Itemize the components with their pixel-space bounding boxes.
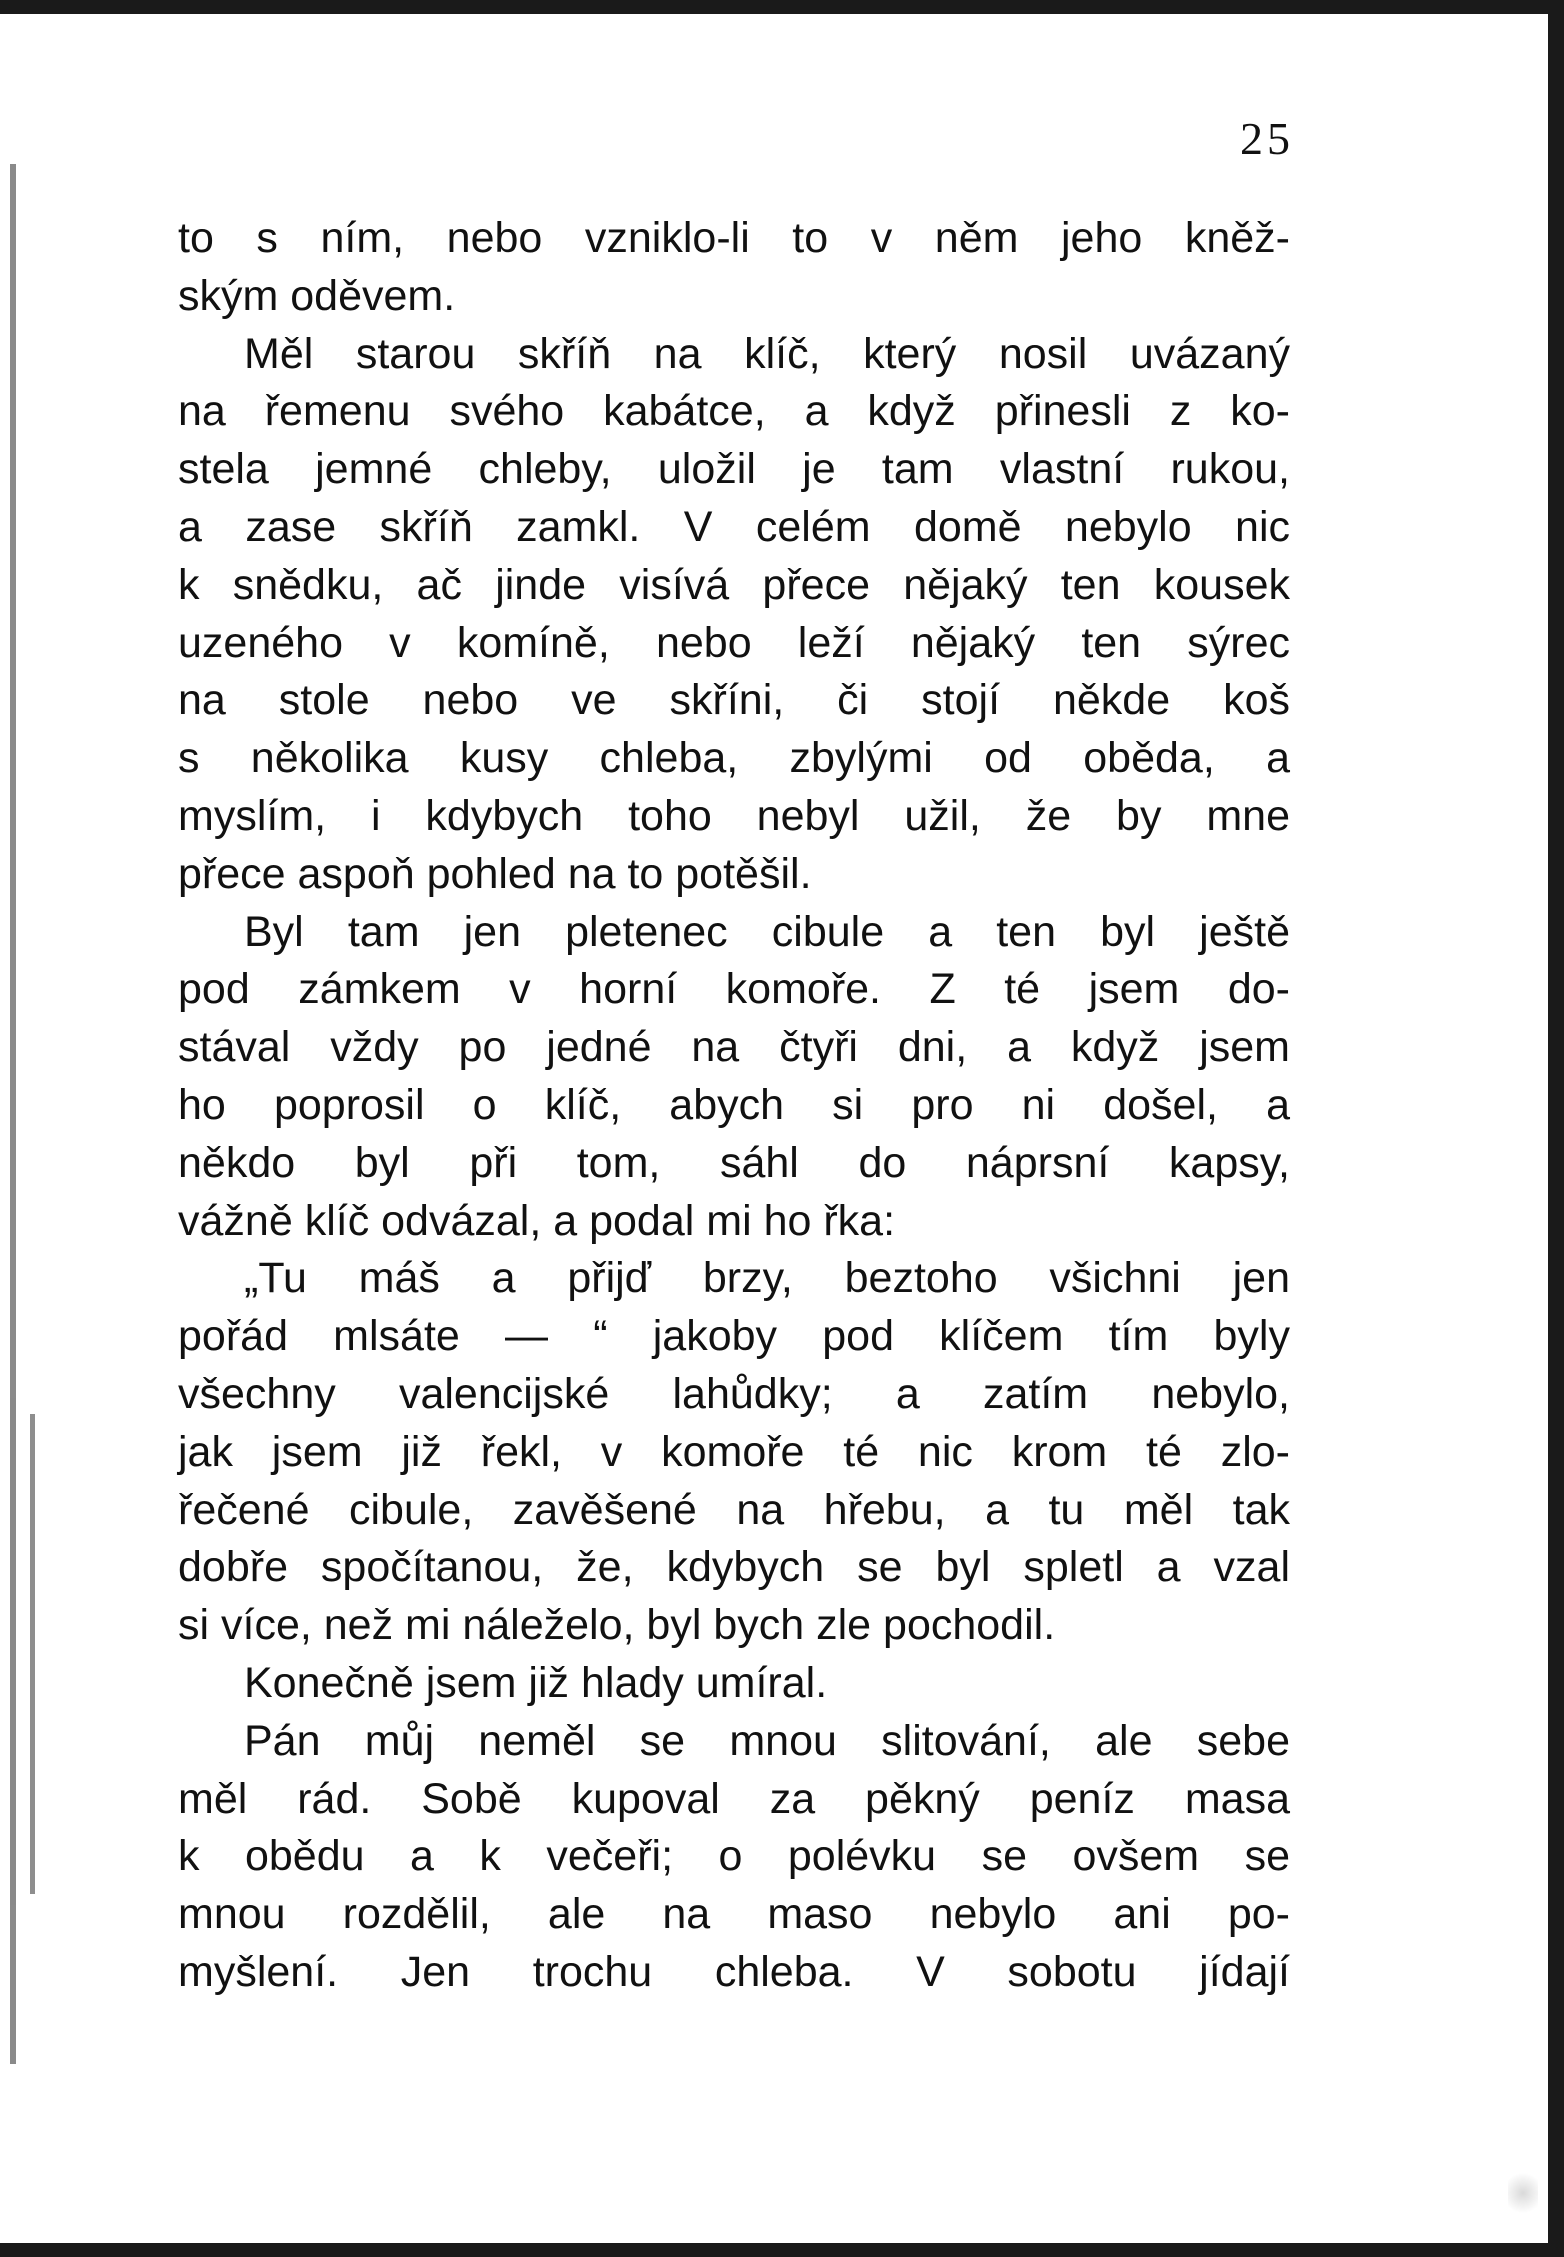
text-line: mnou rozdělil, ale na maso nebylo ani po- — [178, 1890, 1290, 1939]
text-line: myšlení. Jen trochu chleba. V sobotu jídají — [178, 1947, 1290, 1996]
text-line: uzeného v komíně, nebo leží nějaký ten sýrec — [178, 618, 1290, 667]
text-line: měl rád. Sobě kupoval za pěkný peníz masa — [178, 1774, 1290, 1823]
text-line: všechny valencijské lahůdky; a zatím nebylo, — [178, 1369, 1290, 1418]
text-line: stával vždy po jedné na čtyři dni, a když jsem — [178, 1023, 1290, 1072]
text-line: vážně klíč odvázal, a podal mi ho řka: — [178, 1196, 896, 1245]
text-line: ho poprosil o klíč, abych si pro ni došel, a — [178, 1080, 1290, 1129]
text-line: pořád mlsáte — “ jakoby pod klíčem tím byly — [178, 1312, 1290, 1361]
text-line: a zase skříň zamkl. V celém domě nebylo nic — [178, 502, 1290, 551]
facing-page-bleed — [10, 164, 38, 2064]
text-line: jak jsem již řekl, v komoře té nic krom té zlo- — [178, 1427, 1290, 1476]
text-line: na řemenu svého kabátce, a když přinesli z ko- — [178, 387, 1290, 436]
text-line: myslím, i kdybych toho nebyl užil, že by mne — [178, 791, 1290, 840]
text-line: přece aspoň pohled na to potěšil. — [178, 849, 812, 898]
page-number: 25 — [1240, 113, 1294, 164]
paragraph-start-line: Byl tam jen pletenec cibule a ten byl ještě — [244, 907, 1290, 956]
text-line: někdo byl při tom, sáhl do náprsní kapsy, — [178, 1138, 1290, 1187]
text-line: řečené cibule, zavěšené na hřebu, a tu měl tak — [178, 1485, 1290, 1534]
text-line: k obědu a k večeři; o polévku se ovšem se — [178, 1832, 1290, 1881]
text-line: na stole nebo ve skříni, či stojí někde koš — [178, 676, 1290, 725]
text-line: ským oděvem. — [178, 271, 456, 320]
paragraph-start-line: Měl starou skříň na klíč, který nosil uvázaný — [244, 329, 1290, 378]
body-text — [178, 210, 1290, 2002]
text-line: dobře spočítanou, že, kdybych se byl spletl a vzal — [178, 1543, 1290, 1592]
book-page — [0, 14, 1548, 2243]
paragraph-start-line: Konečně jsem již hlady umíral. — [244, 1658, 828, 1707]
text-line: pod zámkem v horní komoře. Z té jsem do- — [178, 965, 1290, 1014]
text-line: to s ním, nebo vzniklo-li to v něm jeho kněž- — [178, 214, 1290, 262]
text-line: si více, než mi náleželo, byl bych zle pochodil. — [178, 1601, 1056, 1650]
paragraph-start-line: Pán můj neměl se mnou slitování, ale sebe — [244, 1716, 1290, 1765]
text-line: s několika kusy chleba, zbylými od oběda, a — [178, 734, 1290, 783]
paper-speck — [1508, 2163, 1538, 2223]
paragraph-start-line: „Tu máš a přijď brzy, beztoho všichni jen — [244, 1254, 1290, 1303]
text-line: k snědku, ač jinde visívá přece nějaký ten kousek — [178, 560, 1290, 609]
text-line: stela jemné chleby, uložil je tam vlastní rukou, — [178, 445, 1290, 494]
